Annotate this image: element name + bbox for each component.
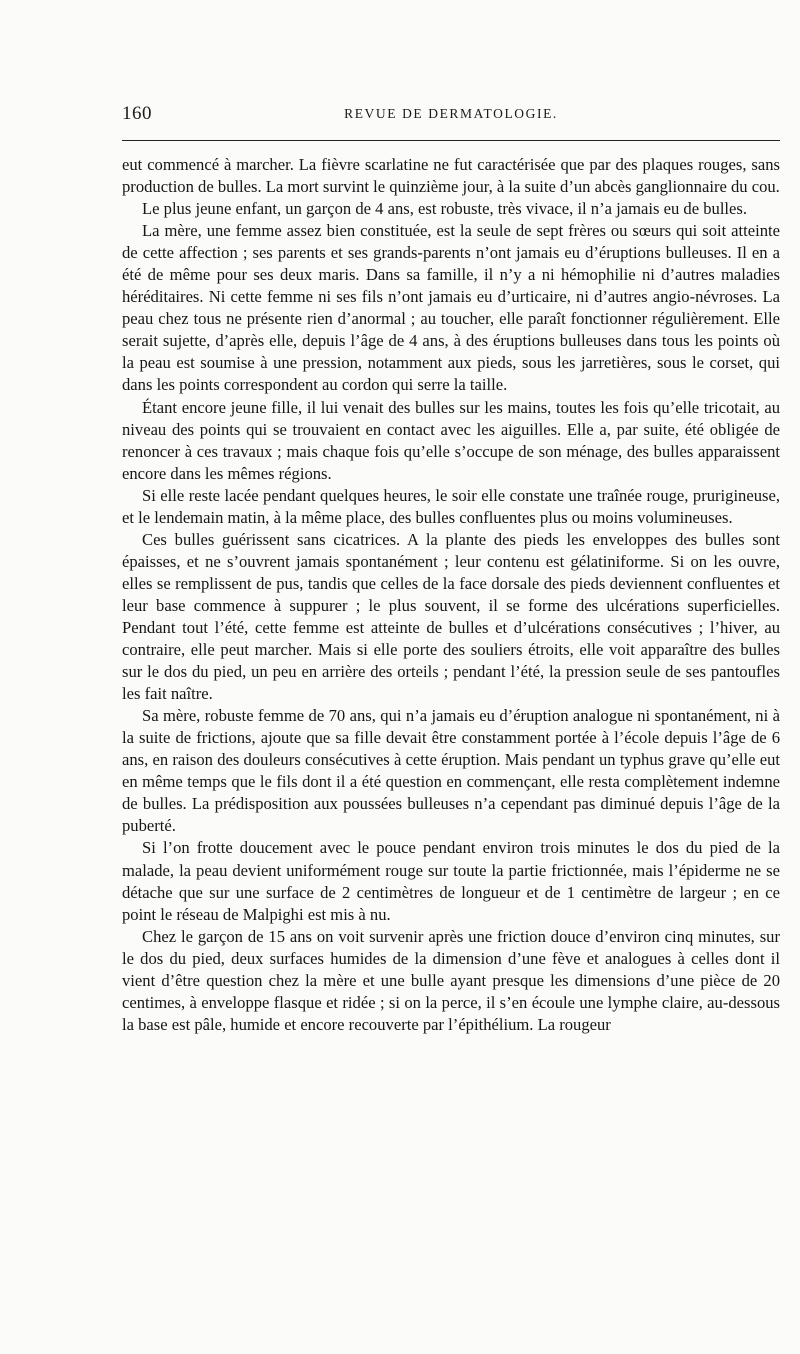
body-text [122, 154, 780, 1036]
paragraph: Si elle reste lacée pendant quelques heures, le soir elle constate une traînée rouge, prurigineuse, et le lendemain matin, à la même place, des bulles confluentes plus ou moins volumineuses. [122, 485, 780, 527]
paragraph: Étant encore jeune fille, il lui venait des bulles sur les mains, toutes les fois qu’elle tricotait, au niveau des points qui se trouvaient en contact avec les aiguilles. Elle a, par suite, été obligée de renoncer à ces travaux ; mais chaque fois qu’elle s’occupe de son ménage, des bulles apparaissent encore dans les mêmes régions. [122, 397, 780, 483]
paragraph: Le plus jeune enfant, un garçon de 4 ans, est robuste, très vivace, il n’a jamais eu de bulles. [142, 199, 748, 219]
paragraph: Si l’on frotte doucement avec le pouce pendant environ trois minutes le dos du pied de la malade, la peau devient uniformément rouge sur toute la partie frictionnée, mais l’épiderme ne se détache que sur une surface de 2 centimètres de longueur et de 1 centimètre de largeur ; en ce point le réseau de Malpighi est mis à nu. [122, 838, 780, 924]
page-number: 160 [122, 103, 152, 124]
page-header [122, 103, 780, 125]
paragraph: La mère, une femme assez bien constituée, est la seule de sept frères ou sœurs qui soit atteinte de cette affection ; ses parents et ses grands-parents n’ont jamais eu d’éruptions bulleuses. Il en a été de même pour ses deux maris. Dans sa famille, il n’y a ni hémophilie ni d’autres maladies héréditaires. Ni cette femme ni ses fils n’ont jamais eu d’urticaire, ni d’autres angio-névroses. La peau chez tous ne présente rien d’anormal ; au toucher, elle paraît fonctionner régulièrement. Elle serait sujette, d’après elle, depuis l’âge de 4 ans, à des éruptions bulleuses dans tous les points où la peau est soumise à une pression, notamment aux pieds, sous les jarretières, sous le corset, qui dans les points correspondent au cordon qui serre la taille. [122, 221, 780, 395]
paragraph: Chez le garçon de 15 ans on voit survenir après une friction douce d’environ cinq minutes, sur le dos du pied, deux surfaces humides de la dimension d’une fève et analogues à celles dont il vient d’être question chez la mère et une bulle ayant presque les dimensions d’une pièce de 20 centimes, à enveloppe flasque et ridée ; si on la perce, il s’en écoule une lymphe claire, au-dessous la base est pâle, humide et encore recouverte par l’épithélium. La rougeur [122, 926, 780, 1034]
header-rule [122, 140, 780, 141]
paragraph: Sa mère, robuste femme de 70 ans, qui n’a jamais eu d’éruption analogue ni spontanément, ni à la suite de frictions, ajoute que sa fille devait être constamment portée à l’école depuis l’âge de 6 ans, en raison des douleurs consécutives à cette éruption. Mais pendant un typhus grave qu’elle eut en même temps que le fils dont il a été question en commençant, elle resta complètement indemne de bulles. La prédisposition aux poussées bulleuses n’a cependant pas diminué depuis l’âge de la puberté. [122, 706, 780, 836]
paragraph: eut commencé à marcher. La fièvre scarlatine ne fut caractérisée que par des plaques rouges, sans production de bulles. La mort survint le quinzième jour, à la suite d’un abcès ganglionnaire du cou. [122, 155, 780, 197]
running-title: REVUE DE DERMATOLOGIE. [344, 106, 558, 121]
paragraph: Ces bulles guérissent sans cicatrices. A la plante des pieds les enveloppes des bulles sont épaisses, et ne s’ouvrent jamais spontanément ; leur contenu est gélatiniforme. Si on les ouvre, elles se remplissent de pus, tandis que celles de la face dorsale des pieds deviennent confluentes et leur base commence à suppurer ; le plus souvent, il se forme des ulcérations superficielles. Pendant tout l’été, cette femme est atteinte de bulles et d’ulcérations consécutives ; l’hiver, au contraire, elle peut marcher. Mais si elle porte des souliers étroits, elle voit apparaître des bulles sur le dos du pied, un peu en arrière des orteils ; pendant l’été, la pression seule de ses pantoufles les fait naître. [122, 529, 780, 704]
